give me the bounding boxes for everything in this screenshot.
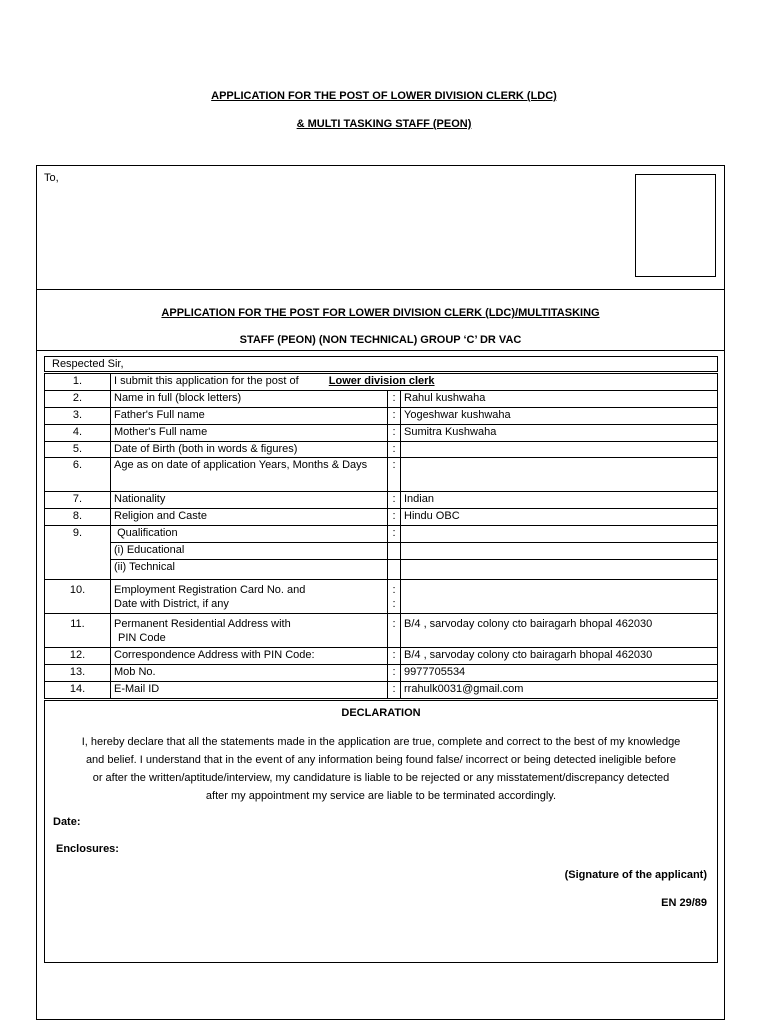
declaration-heading: DECLARATION — [341, 707, 421, 719]
post-applied-value: Lower division clerk — [328, 375, 435, 387]
row-label: Name in full (block letters) — [111, 391, 388, 408]
table-row — [45, 509, 718, 526]
correspondence-address-value: B/4 , sarvoday colony cto bairagarh bhopal 462030 — [401, 648, 718, 665]
row-number: 14. — [45, 682, 111, 699]
declaration-line: after my appointment my service are liable to be terminated accordingly. — [205, 790, 557, 802]
table-row — [45, 665, 718, 682]
divider-line — [36, 289, 725, 290]
qualification-technical-value — [401, 560, 718, 580]
row-label: PIN Code — [118, 632, 166, 644]
table-row — [45, 648, 718, 665]
employment-card-value — [401, 580, 718, 614]
row-number: 6. — [45, 458, 111, 492]
qualification-technical-label: (ii) Technical — [111, 560, 388, 580]
salutation-text: Respected Sir, — [52, 358, 124, 370]
row-colon: : — [388, 391, 401, 408]
row-label: I submit this application for the post of — [114, 375, 299, 387]
row-number: 4. — [45, 425, 111, 442]
row-number: 9. — [45, 526, 111, 580]
row-label: Mother's Full name — [111, 425, 388, 442]
row-label: Permanent Residential Address with — [114, 618, 291, 630]
row-colon: : — [388, 408, 401, 425]
row-colon: : — [388, 665, 401, 682]
row-number: 7. — [45, 492, 111, 509]
nationality-value: Indian — [401, 492, 718, 509]
row-label: Religion and Caste — [111, 509, 388, 526]
table-row — [45, 492, 718, 509]
form-title-line2: & MULTI TASKING STAFF (PEON) — [296, 118, 472, 130]
subtitle-line2: STAFF (PEON) (NON TECHNICAL) GROUP ‘C’ DR VAC — [239, 334, 522, 346]
mother-name-value: Sumitra Kushwaha — [401, 425, 718, 442]
subtitle-line1: APPLICATION FOR THE POST FOR LOWER DIVISION CLERK (LDC)/MULTITASKING — [161, 307, 600, 319]
row-label: Date with District, if any — [114, 598, 229, 610]
row-number: 1. — [45, 374, 111, 391]
signature-label: (Signature of the applicant) — [564, 869, 707, 881]
date-label: Date: — [53, 816, 81, 828]
declaration-line: and belief. I understand that in the event of any information being found false/ incorrect or being detected ineligible before — [85, 754, 677, 766]
declaration-line: I, hereby declare that all the statements made in the application are true, complete and correct to the best of my knowledge — [81, 736, 681, 748]
row-colon: : — [388, 648, 401, 665]
application-form-table — [44, 373, 718, 699]
row-colon: : — [392, 598, 396, 610]
table-row — [45, 614, 718, 648]
salutation-row — [44, 356, 718, 372]
table-row — [45, 425, 718, 442]
row-label: Age as on date of application Years, Months & Days — [111, 458, 388, 492]
declaration-text — [48, 733, 714, 805]
row-number: 5. — [45, 442, 111, 458]
row-colon: : — [388, 458, 401, 492]
qualification-educational-label: (i) Educational — [111, 543, 388, 560]
row-number: 10. — [45, 580, 111, 614]
table-row — [45, 580, 718, 614]
row-label: Correspondence Address with PIN Code: — [111, 648, 388, 665]
row-number: 8. — [45, 509, 111, 526]
mobile-value: 9977705534 — [401, 665, 718, 682]
table-row — [45, 391, 718, 408]
table-row — [45, 682, 718, 699]
row-number: 13. — [45, 665, 111, 682]
reference-code: EN 29/89 — [661, 897, 707, 909]
qualification-label: Qualification — [117, 527, 178, 539]
table-row — [45, 526, 718, 543]
enclosures-label: Enclosures: — [56, 843, 119, 855]
email-value: rrahulk0031@gmail.com — [401, 682, 718, 699]
row-colon: : — [388, 526, 401, 543]
row-number: 3. — [45, 408, 111, 425]
row-label: Father's Full name — [111, 408, 388, 425]
row-colon: : — [388, 509, 401, 526]
table-row — [45, 442, 718, 458]
form-title-line1: APPLICATION FOR THE POST OF LOWER DIVISION CLERK (LDC) — [211, 90, 557, 102]
applicant-name-value: Rahul kushwaha — [401, 391, 718, 408]
permanent-address-value: B/4 , sarvoday colony cto bairagarh bhopal 462030 — [401, 614, 718, 648]
father-name-value: Yogeshwar kushwaha — [401, 408, 718, 425]
row-colon: : — [388, 425, 401, 442]
dob-value — [401, 442, 718, 458]
row-colon: : — [392, 584, 396, 596]
table-row — [45, 458, 718, 492]
row-number: 12. — [45, 648, 111, 665]
row-label: Mob No. — [111, 665, 388, 682]
table-row — [45, 408, 718, 425]
religion-caste-value: Hindu OBC — [401, 509, 718, 526]
row-label: E-Mail ID — [111, 682, 388, 699]
row-colon: : — [388, 492, 401, 509]
photo-box — [635, 174, 716, 277]
declaration-line: or after the written/aptitude/interview, my candidature is liable to be rejected or any misstatement/discrepancy detected — [92, 772, 670, 784]
table-row — [45, 543, 718, 560]
row-colon: : — [388, 614, 401, 648]
row-number: 11. — [45, 614, 111, 648]
row-label — [111, 526, 388, 543]
table-row — [45, 374, 718, 391]
to-label: To, — [44, 172, 59, 184]
divider-line — [36, 350, 725, 351]
row-label: Nationality — [111, 492, 388, 509]
row-label: Employment Registration Card No. and — [114, 584, 306, 596]
row-colon: : — [388, 442, 401, 458]
age-value — [401, 458, 718, 492]
row-number: 2. — [45, 391, 111, 408]
qualification-educational-value — [401, 543, 718, 560]
row-label: Date of Birth (both in words & figures) — [111, 442, 388, 458]
row-colon: : — [388, 682, 401, 699]
table-row — [45, 560, 718, 580]
